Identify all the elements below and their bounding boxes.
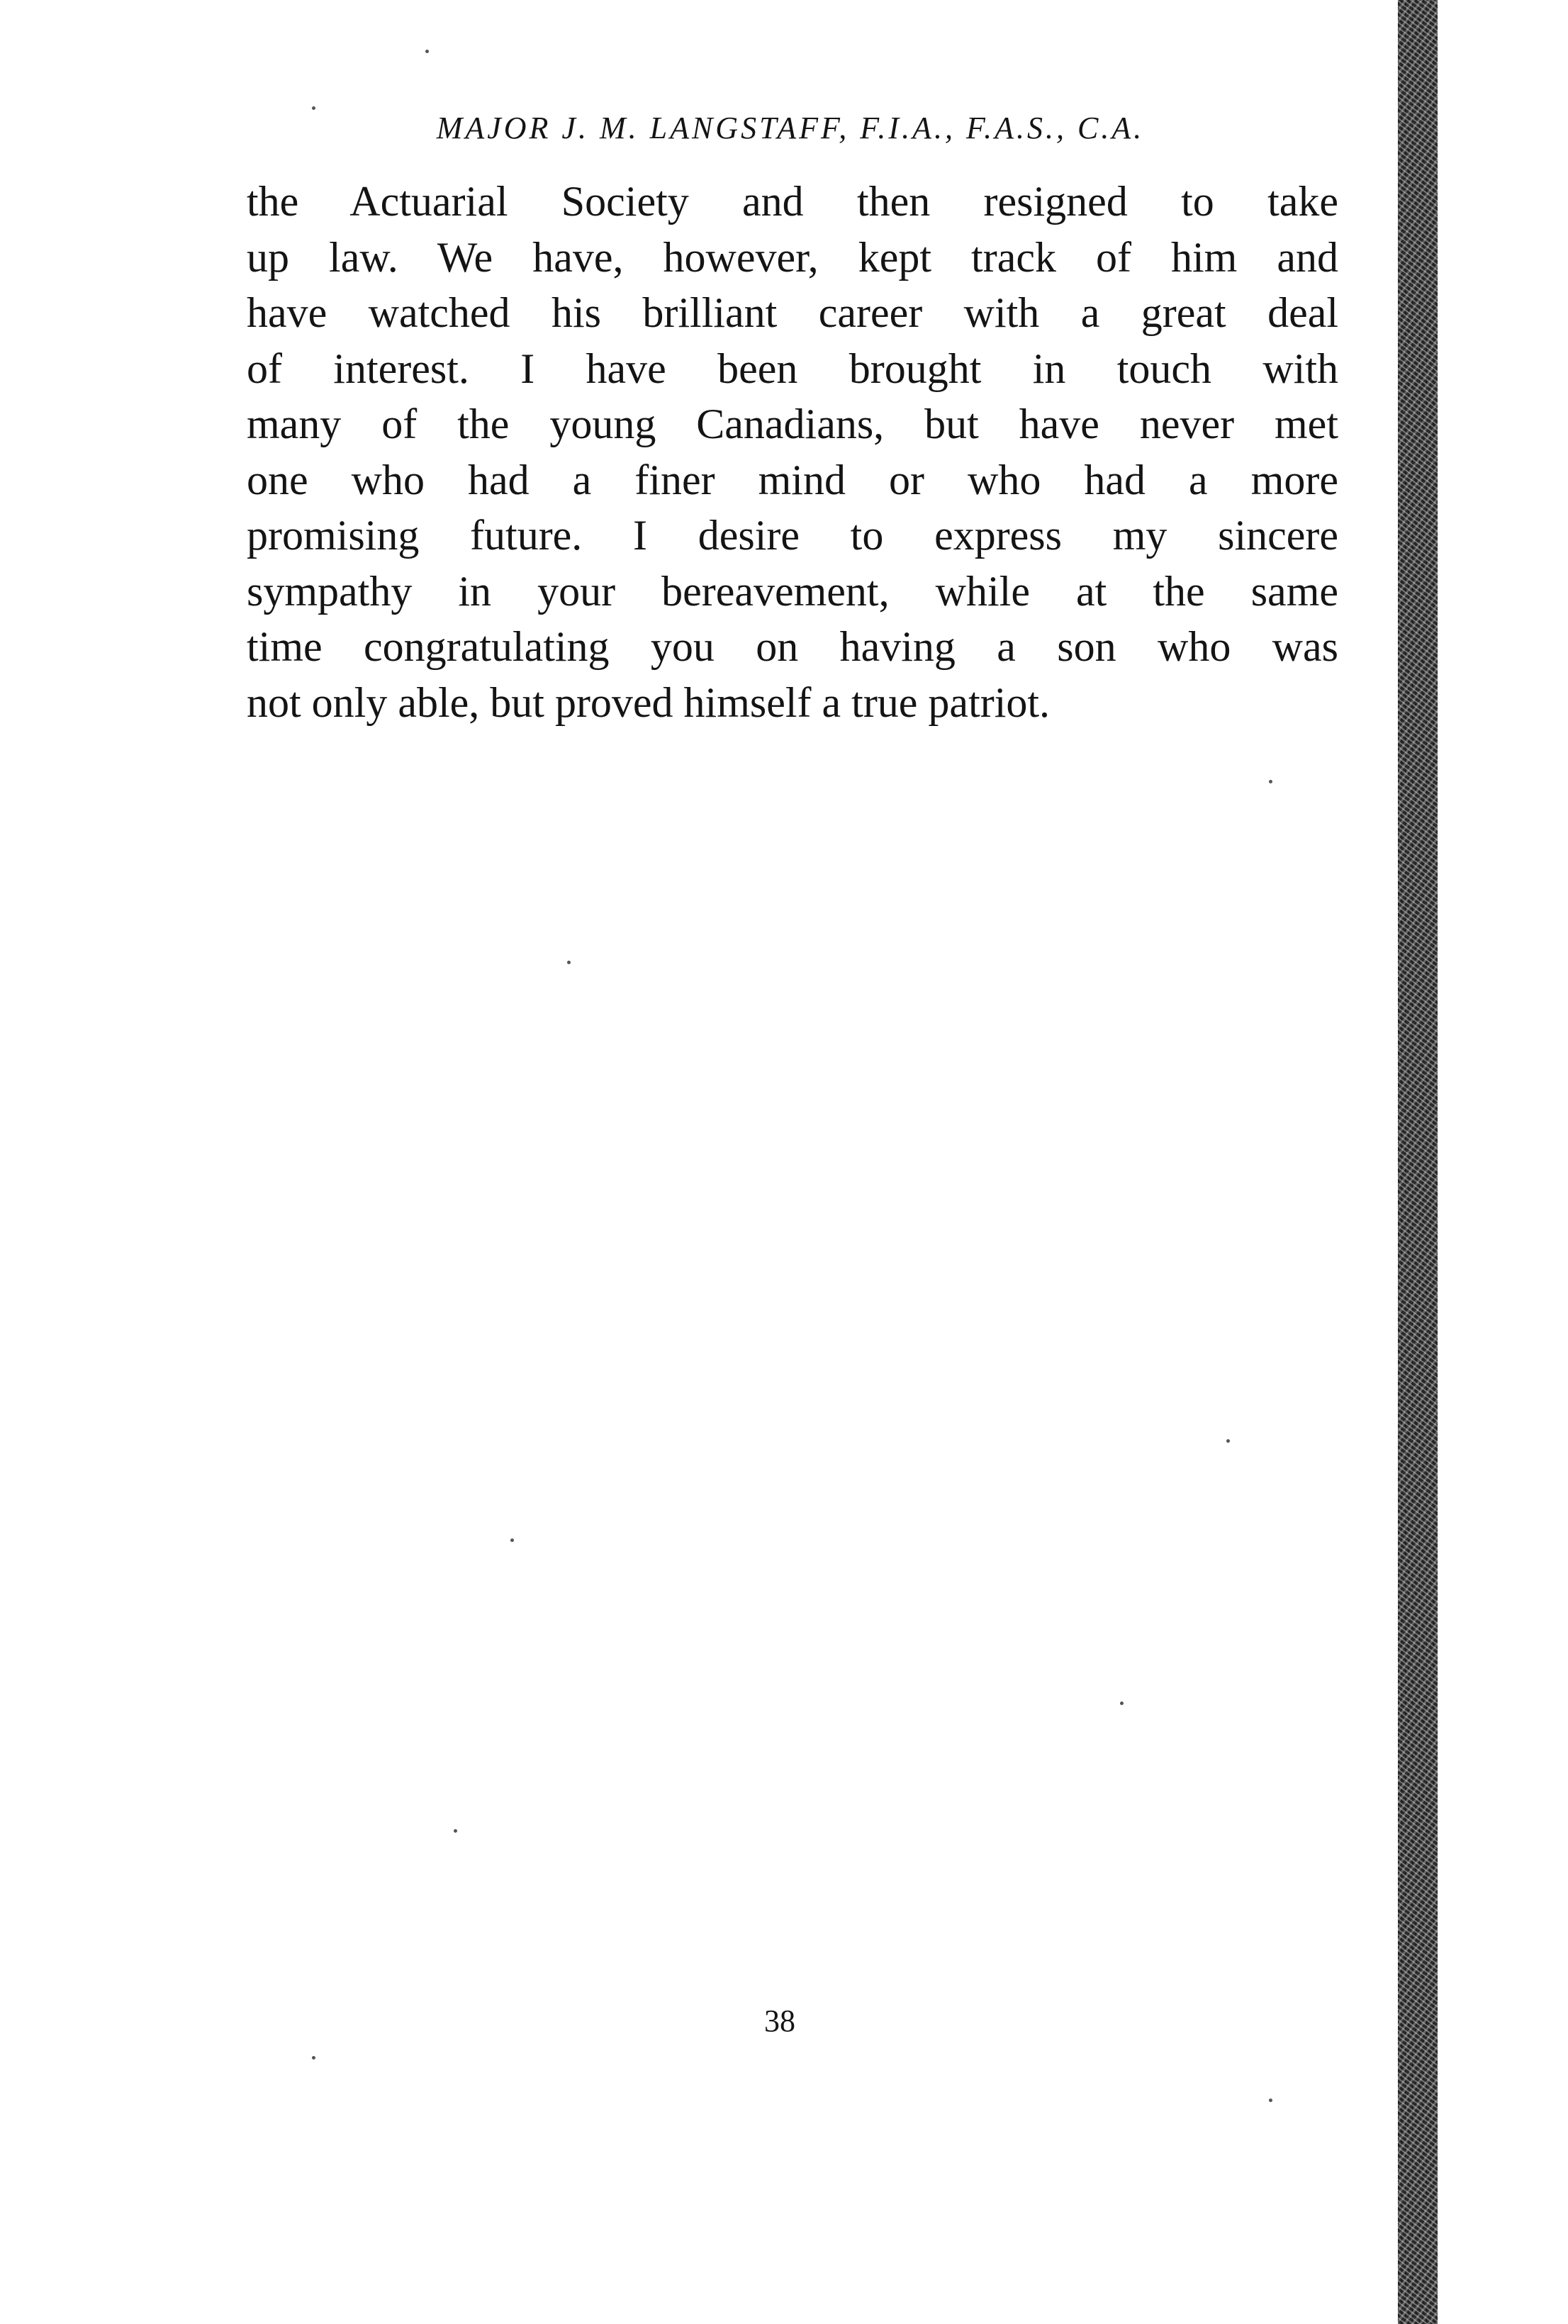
text-line: one who had a finer mind or who had a more xyxy=(247,456,1338,503)
scan-speck xyxy=(425,50,429,53)
text-line: of interest. I have been brought in touch with xyxy=(247,345,1338,392)
scan-speck xyxy=(312,2056,315,2060)
scan-speck xyxy=(567,961,571,964)
scan-speck xyxy=(1120,1702,1124,1705)
text-line: many of the young Canadians, but have never met xyxy=(247,401,1338,447)
text-line: time congratulating you on having a son who was xyxy=(247,623,1338,670)
text-line: the Actuarial Society and then resigned to take xyxy=(247,178,1338,225)
running-head: MAJOR J. M. LANGSTAFF, F.I.A., F.A.S., C.A. xyxy=(436,111,1145,145)
text-line-last: not only able, but proved himself a true patriot. xyxy=(247,678,1051,726)
scan-speck xyxy=(312,106,315,110)
text-line: have watched his brilliant career with a great deal xyxy=(247,289,1338,336)
body-text xyxy=(247,174,1338,730)
scan-speck xyxy=(1226,1439,1230,1443)
scan-speck xyxy=(510,1538,514,1542)
scan-speck xyxy=(1269,2099,1272,2102)
scan-speck xyxy=(454,1829,457,1833)
text-line: up law. We have, however, kept track of him and xyxy=(247,233,1338,281)
scan-edge-shadow xyxy=(1398,0,1438,2324)
text-line: sympathy in your bereavement, while at the same xyxy=(247,567,1338,615)
page-number: 38 xyxy=(764,2004,795,2038)
text-line: promising future. I desire to express my sincere xyxy=(247,512,1338,559)
scan-speck xyxy=(1269,780,1272,783)
